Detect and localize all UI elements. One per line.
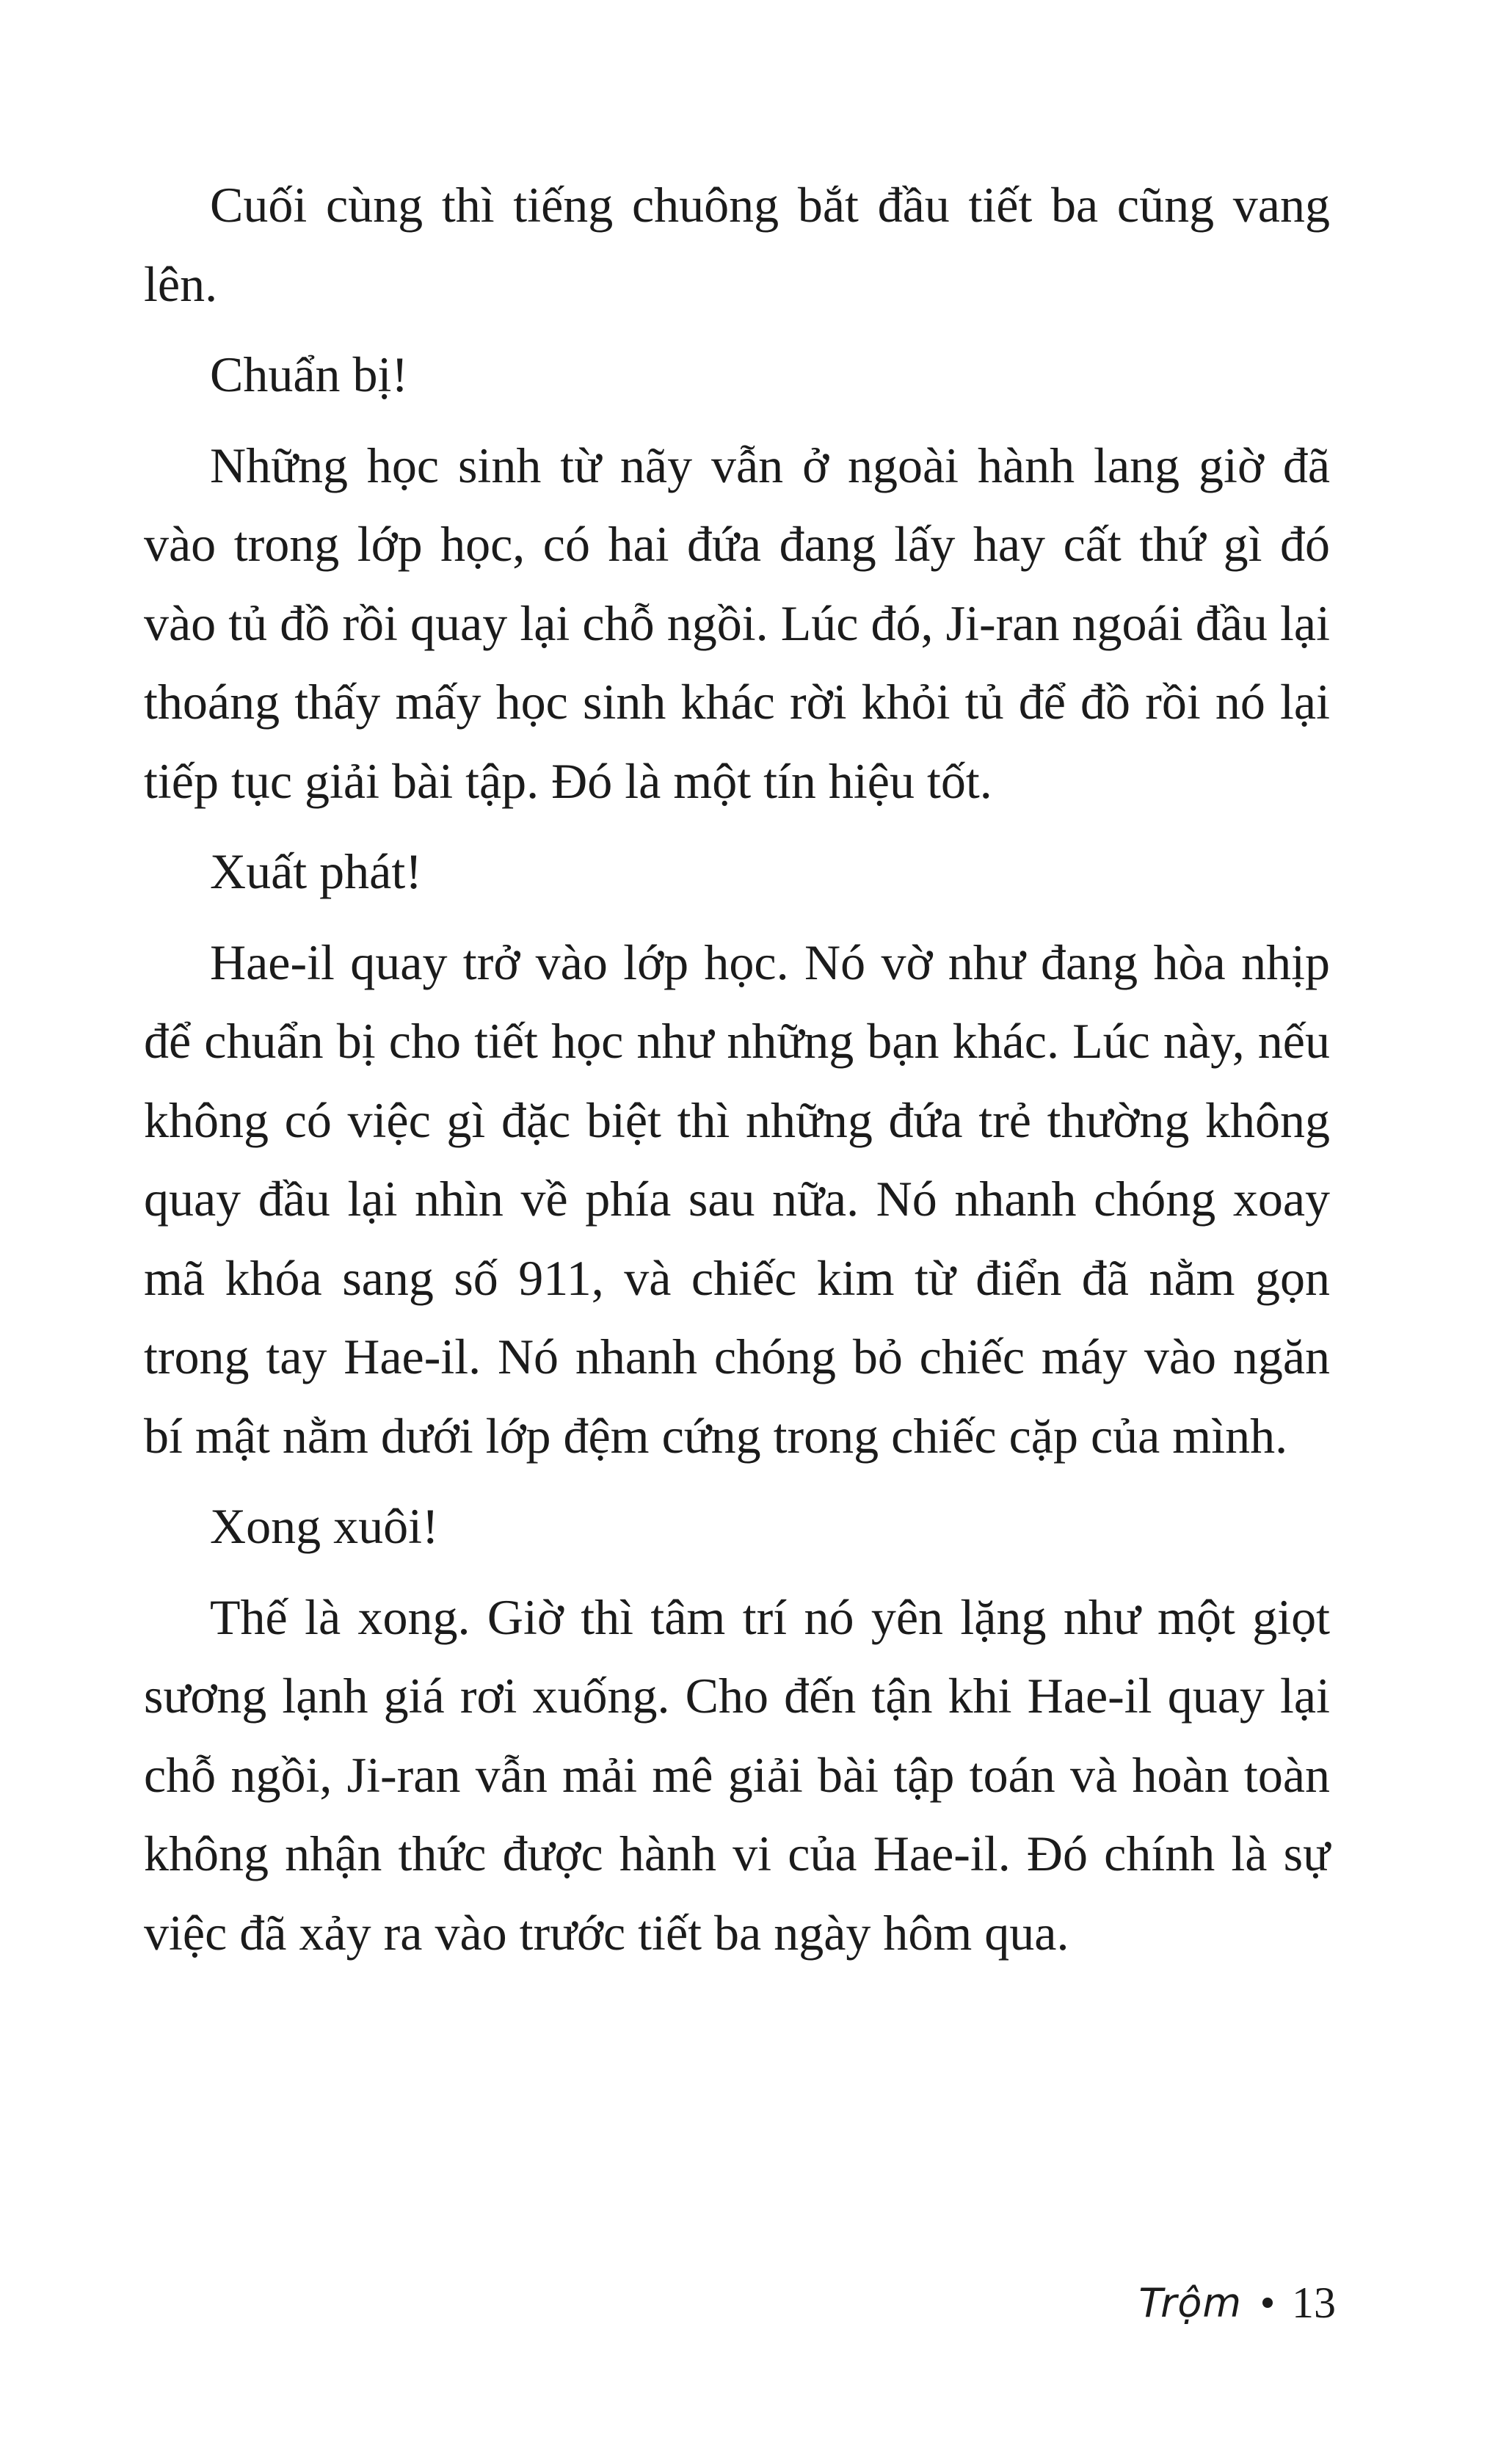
paragraph-3: Những học sinh từ nãy vẫn ở ngoài hành lang giờ đã vào trong lớp học, có hai đứa đang lấy hay cất thứ gì đó vào tủ đồ rồi quay lại chỗ ngồi. Lúc đó, Ji-ran ngoái đầu lại thoáng thấy mấy học sinh khác rời khỏi tủ để đồ rồi nó lại tiếp tục giải bài tập. Đó là một tín hiệu tốt. bbox=[144, 437, 1330, 809]
paragraph-5: Hae-il quay trở vào lớp học. Nó vờ như đang hòa nhịp để chuẩn bị cho tiết học như những bạn khác. Lúc này, nếu không có việc gì đặc biệt thì những đứa trẻ thường không quay đầu lại nhìn về phía sau nữa. Nó nhanh chóng xoay mã khóa sang số 911, và chiếc kim từ điển đã nằm gọn trong tay Hae-il. Nó nhanh chóng bỏ chiếc máy vào ngăn bí mật nằm dưới lớp đệm cứng trong chiếc cặp của mình. bbox=[144, 934, 1330, 1464]
paragraph-7: Thế là xong. Giờ thì tâm trí nó yên lặng như một giọt sương lạnh giá rơi xuống. Cho đến tận khi Hae-il quay lại chỗ ngồi, Ji-ran vẫn mải mê giải bài tập toán và hoàn toàn không nhận thức được hành vi của Hae-il. Đó chính là sự việc đã xảy ra vào trước tiết ba ngày hôm qua. bbox=[144, 1588, 1330, 1961]
page-number: 13 bbox=[1292, 2278, 1336, 2327]
page-footer bbox=[1116, 2270, 1336, 2336]
paragraph-4: Xuất phát! bbox=[210, 843, 422, 899]
bullet-separator-icon bbox=[1262, 2298, 1273, 2308]
paragraph-2: Chuẩn bị! bbox=[210, 346, 409, 402]
paragraph-1: Cuối cùng thì tiếng chuông bắt đầu tiết ba cũng vang lên. bbox=[144, 177, 1330, 312]
paragraph-6: Xong xuôi! bbox=[210, 1498, 439, 1554]
body-text bbox=[144, 166, 1330, 1984]
running-title: Trộm bbox=[1138, 2279, 1242, 2326]
